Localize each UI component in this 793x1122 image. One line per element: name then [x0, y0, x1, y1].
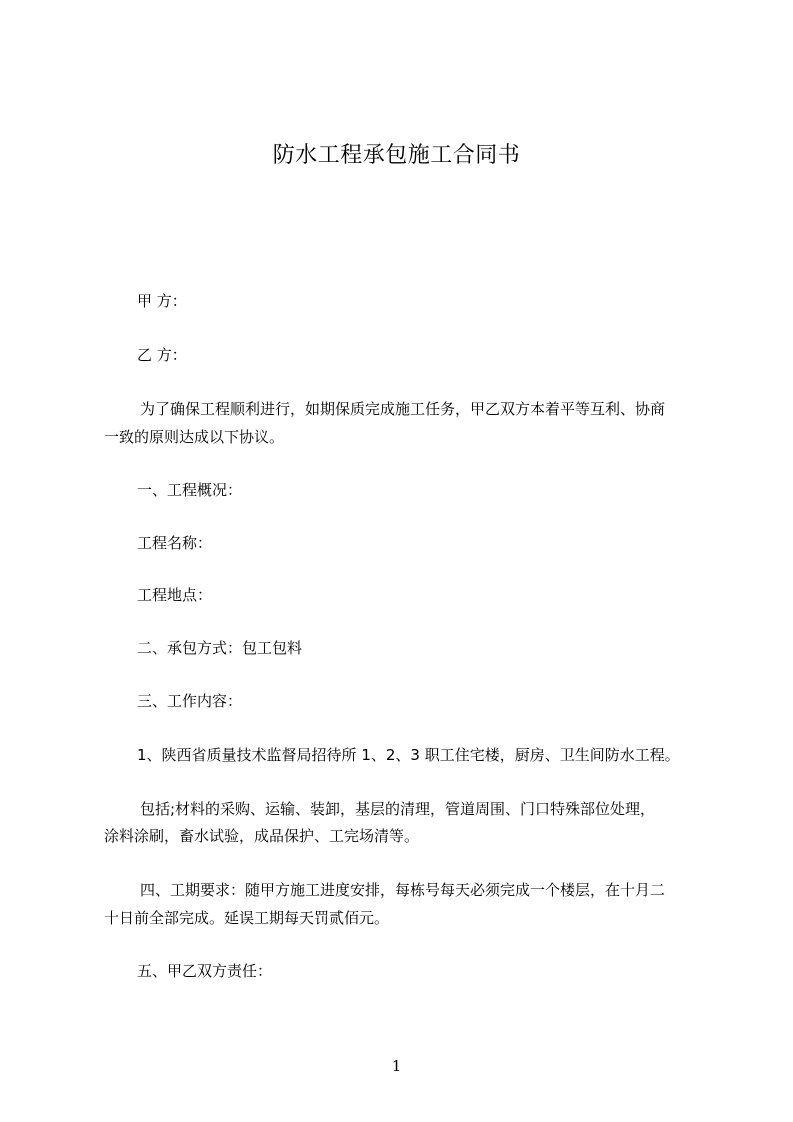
- party-a-label: 甲 方：: [137, 292, 187, 310]
- section-4-line-2: 十日前全部完成。延误工期每天罚贰佰元。: [104, 909, 390, 927]
- intro-paragraph-line-2: 一致的原则达成以下协议。: [104, 428, 285, 446]
- page-number: 1: [391, 1057, 402, 1075]
- section-5-heading: 五、甲乙双方责任：: [137, 962, 273, 980]
- includes-line-2: 涂料涂刷，畜水试验，成品保护、工完场清等。: [104, 827, 420, 845]
- work-item-1: 1、陕西省质量技术监督局招待所 1、2、3 职工住宅楼，厨房、卫生间防水工程。: [137, 746, 680, 764]
- document-title: 防水工程承包施工合同书: [272, 143, 521, 168]
- includes-line-1: 包括;材料的采购、运输、装卸，基层的清理，管道周围、门口特殊部位处理，: [140, 800, 656, 818]
- project-location-label: 工程地点：: [137, 586, 213, 604]
- section-3-heading: 三、工作内容：: [137, 692, 243, 710]
- section-4-line-1: 四、工期要求：随甲方施工进度安排，每栋号每天必须完成一个楼层，在十月二: [140, 881, 666, 899]
- project-name-label: 工程名称：: [137, 534, 213, 552]
- intro-paragraph-line-1: 为了确保工程顺利进行，如期保质完成施工任务，甲乙双方本着平等互利、协商: [140, 400, 666, 418]
- section-1-heading: 一、工程概况：: [137, 481, 243, 499]
- party-b-label: 乙 方：: [137, 346, 187, 364]
- section-2-text: 二、承包方式：包工包料: [137, 639, 303, 657]
